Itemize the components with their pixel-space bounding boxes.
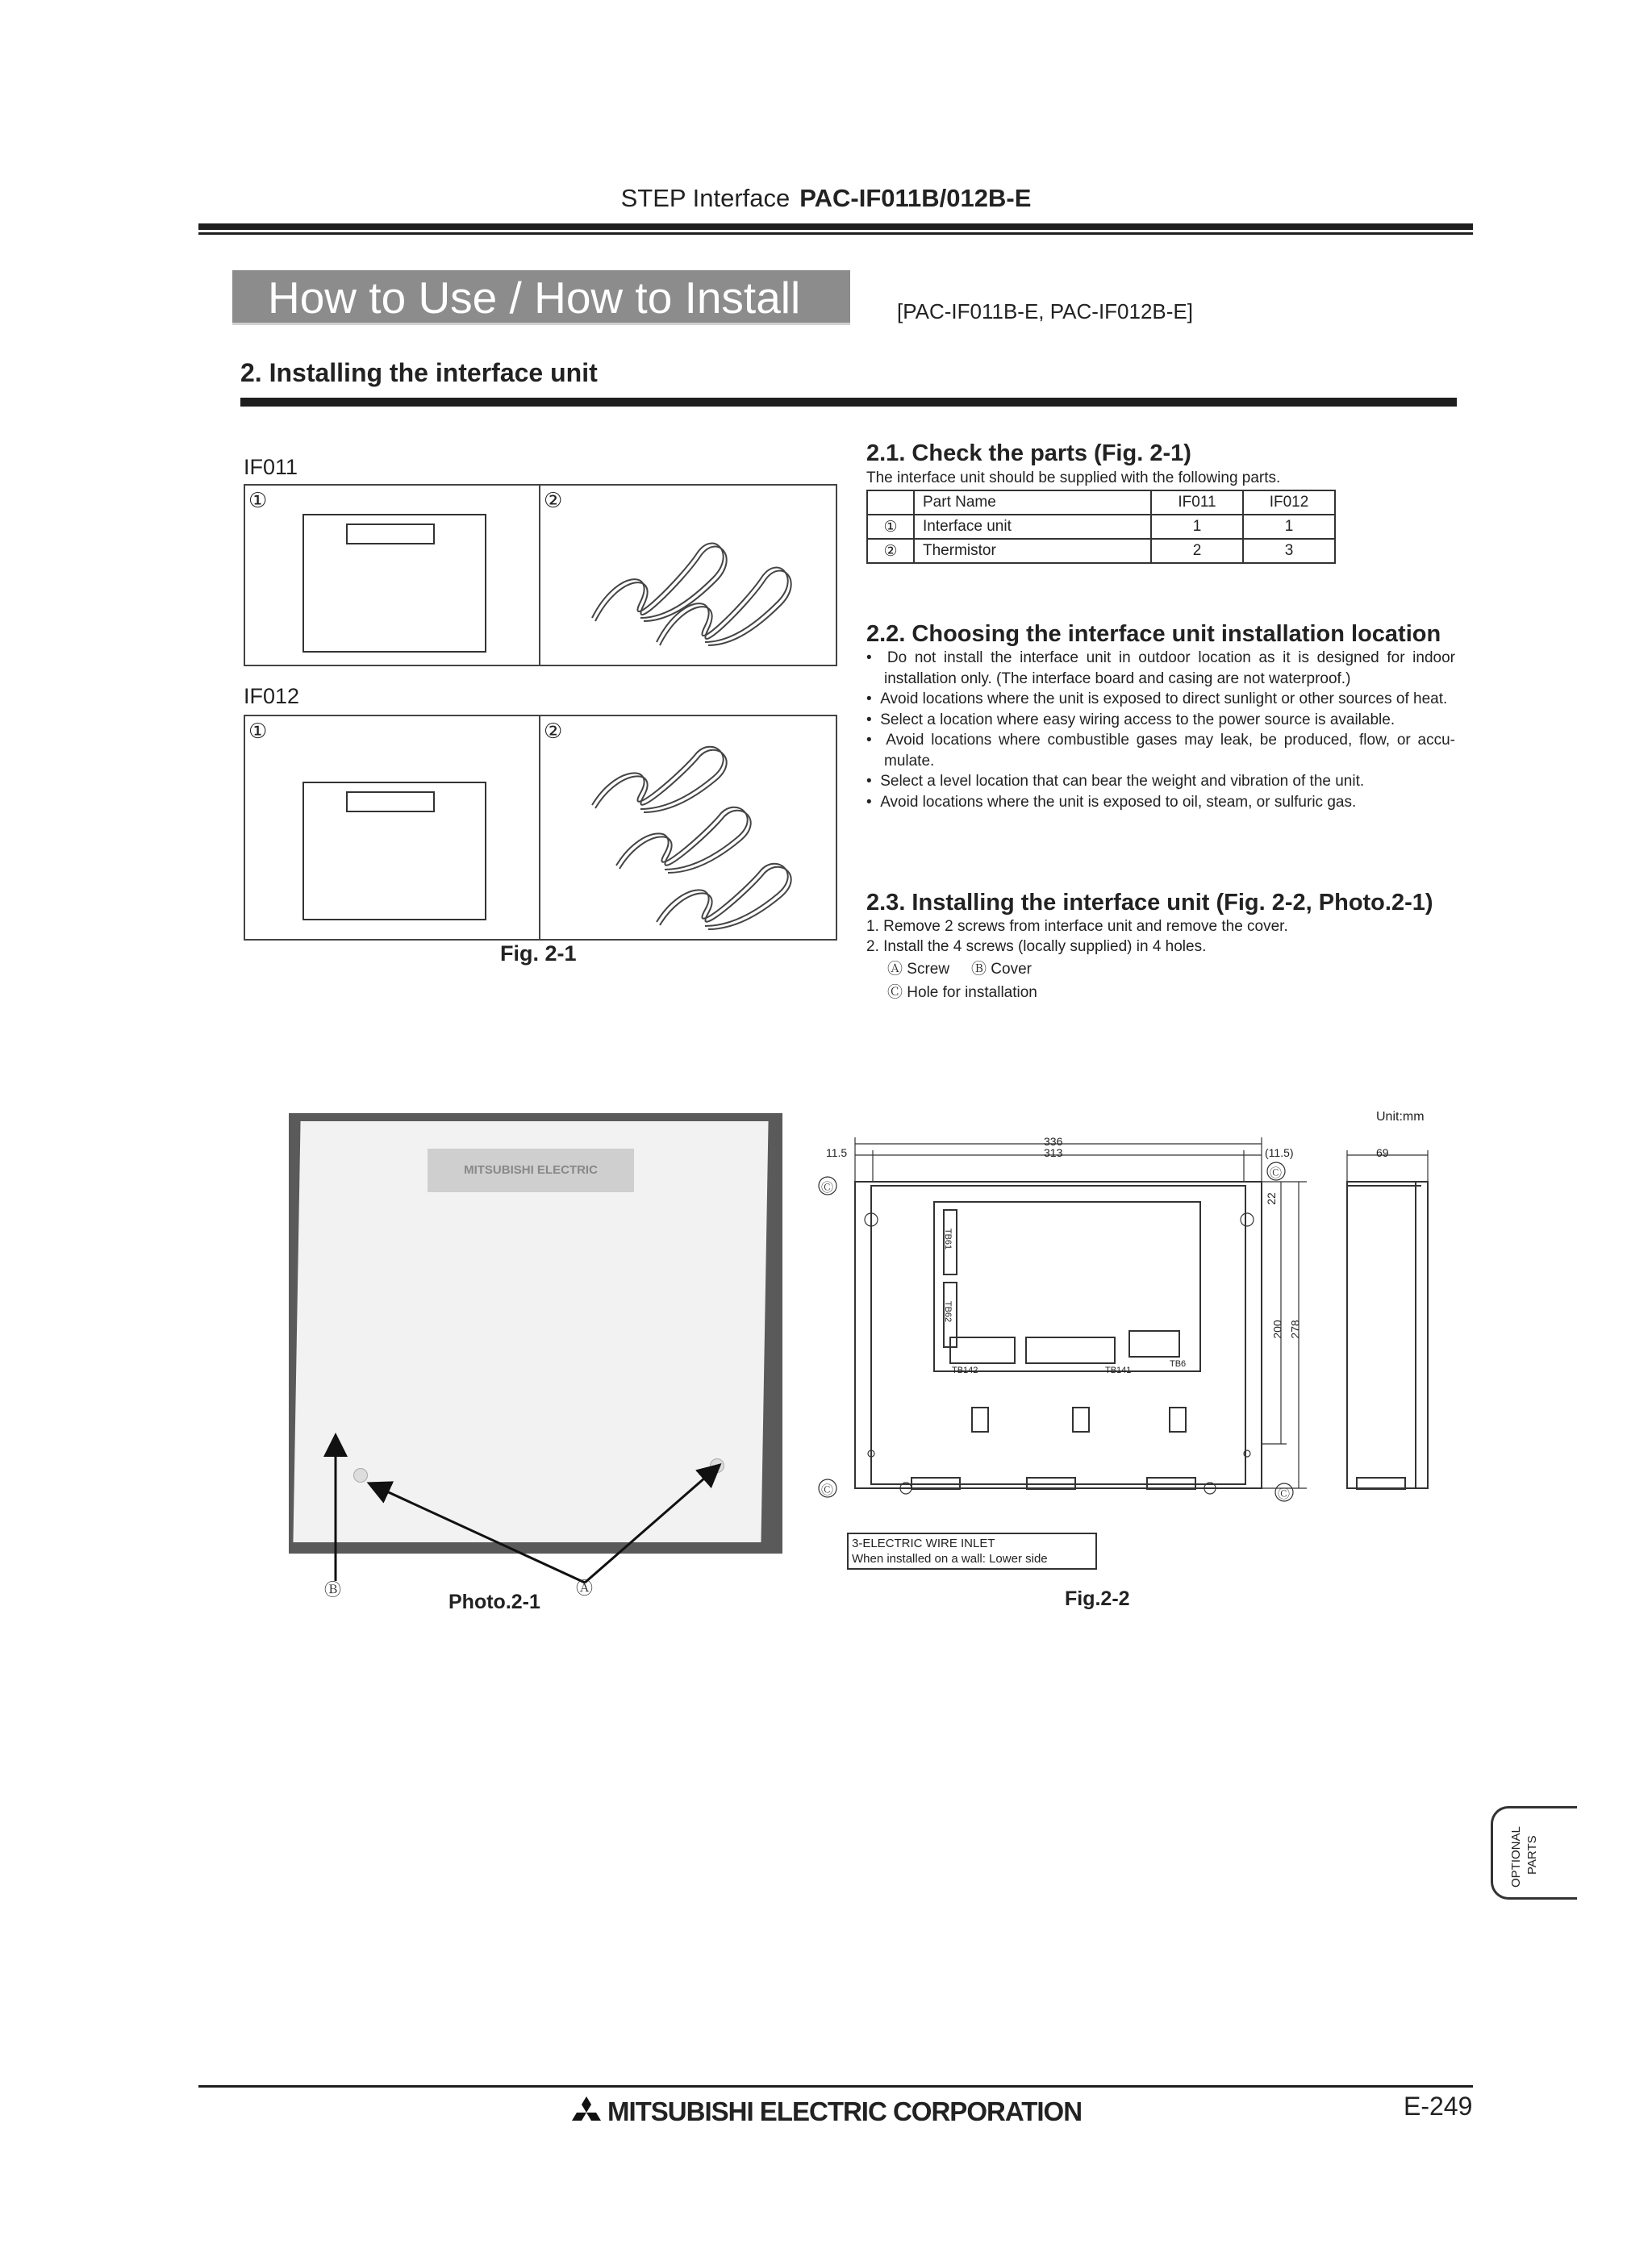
legend-screw: Ⓐ Screw [887,961,950,978]
dim-22: 22 [1264,1192,1278,1205]
list-item: • Avoid locations where the unit is exposed to oil, steam, or sulfuric gas. [866,793,1357,811]
table-cell: 2 [1151,539,1243,563]
table-cell: ① [867,515,914,539]
if012-item-2-number: ② [544,720,563,744]
photo-2-1-caption: Photo.2-1 [448,1591,540,1613]
dim-336: 336 [1044,1135,1063,1148]
install-step-2: 2. Install the 4 screws (locally supplied) in 4 holes. [866,938,1207,955]
tb-label: TB142 [952,1366,978,1375]
if012-parts-box [244,715,837,941]
header-model: PAC-IF011B/012B-E [799,184,1032,212]
if011-label: IF011 [244,455,298,479]
mitsubishi-logo-icon [570,2096,603,2130]
table-header-cell: Part Name [914,490,1151,515]
list-item: • Avoid locations where the unit is exposed to direct sunlight or other sources of heat. [866,690,1448,707]
dim-11-5: 11.5 [826,1146,848,1159]
dim-278: 278 [1288,1320,1302,1339]
check-parts-title: 2.1. Check the parts (Fig. 2-1) [866,440,1191,466]
list-item: • Avoid locations where combustible gases may leak, be produced, flow, or accu-mulate. [866,732,1455,770]
table-row [867,539,1335,563]
header-rule-thin [198,232,1473,235]
hole-marker-label: Ⓒ [821,1181,834,1195]
list-item: • Do not install the interface unit in outdoor location as it is designed for indoor installation only. (The interface board and casing are not waterproof.) [866,649,1455,687]
optional-parts-tab [1491,1806,1577,1900]
location-title: 2.2. Choosing the interface unit installation location [866,621,1441,647]
if012-item-1-number: ① [248,720,268,744]
if012-divider [539,716,540,939]
model-subheading: [PAC-IF011B-E, PAC-IF012B-E] [897,299,1193,323]
if012-label: IF012 [244,684,300,708]
side-tab-line-1: OPTIONAL [1509,1826,1523,1888]
hole-marker-label: Ⓒ [1270,1166,1283,1180]
footer-brand-text: MITSUBISHI ELECTRIC CORPORATION [607,2096,1083,2126]
installing-title: 2.3. Installing the interface unit (Fig. 2-2, Photo.2-1) [866,890,1433,916]
dim-69: 69 [1376,1146,1389,1159]
section-title: 2. Installing the interface unit [240,358,598,387]
wire-inlet-line-1: 3-ELECTRIC WIRE INLET [852,1537,995,1550]
thermistor-drawing [584,521,826,658]
table-header-cell [867,490,914,515]
tb-label: TB141 [1105,1366,1132,1375]
tb-label: TB6 [1170,1359,1187,1369]
thermistor-drawing [584,732,826,934]
table-cell: 1 [1151,515,1243,539]
location-bullet-list [866,648,1455,812]
photo-callout-arrows [307,1113,774,1597]
table-cell: 3 [1243,539,1335,563]
fig-2-2-caption: Fig.2-2 [1065,1587,1130,1610]
footer-rule [198,2085,1473,2088]
table-cell: Thermistor [914,539,1151,563]
if011-parts-box [244,484,837,666]
if011-item-1-number: ① [248,489,268,513]
table-header-cell: IF011 [1151,490,1243,515]
table-header-cell: IF012 [1243,490,1335,515]
table-cell: ② [867,539,914,563]
photo-callout-a: Ⓐ [576,1579,593,1598]
photo-brand-plate: MITSUBISHI ELECTRIC [428,1149,634,1192]
hole-marker-label: Ⓒ [821,1483,834,1497]
dim-313: 313 [1044,1146,1063,1159]
list-item: • Select a location where easy wiring access to the power source is available. [866,711,1395,728]
document-header [0,184,1652,213]
tb-label: TB62 [943,1300,953,1323]
fig-2-2-drawing [815,1129,1476,1541]
table-cell: 1 [1243,515,1335,539]
header-rule-thick [198,223,1473,230]
hole-marker-label: Ⓒ [1278,1487,1291,1501]
page-title-banner: How to Use / How to Install [232,270,850,325]
section-rule [240,398,1457,407]
fig-2-2-unit: Unit:mm [1376,1110,1425,1124]
photo-callout-b: Ⓑ [324,1581,341,1600]
table-row [867,515,1335,539]
if011-divider [539,486,540,665]
table-header-row [867,490,1335,515]
fig-2-1-caption: Fig. 2-1 [500,941,577,966]
side-tab-line-2: PARTS [1525,1835,1539,1875]
check-parts-intro: The interface unit should be supplied with the following parts. [866,469,1281,486]
install-step-1: 1. Remove 2 screws from interface unit and remove the cover. [866,918,1288,935]
interface-unit-drawing [302,781,487,921]
interface-unit-drawing [302,513,487,653]
list-item: • Select a level location that can bear the weight and vibration of the unit. [866,773,1365,790]
wire-inlet-note [847,1533,1097,1570]
parts-table [866,490,1336,564]
legend-hole: Ⓒ Hole for installation [887,984,1037,1001]
wire-inlet-line-2: When installed on a wall: Lower side [852,1552,1048,1566]
header-series: STEP Interface [620,184,791,212]
legend-cover: Ⓑ Cover [971,961,1032,978]
if011-item-2-number: ② [544,489,563,513]
dim-11-5-right: (11.5) [1265,1146,1294,1159]
tb-label: TB61 [943,1228,953,1250]
dim-200: 200 [1270,1320,1284,1339]
page-number: E-249 [1404,2092,1473,2121]
table-cell: Interface unit [914,515,1151,539]
